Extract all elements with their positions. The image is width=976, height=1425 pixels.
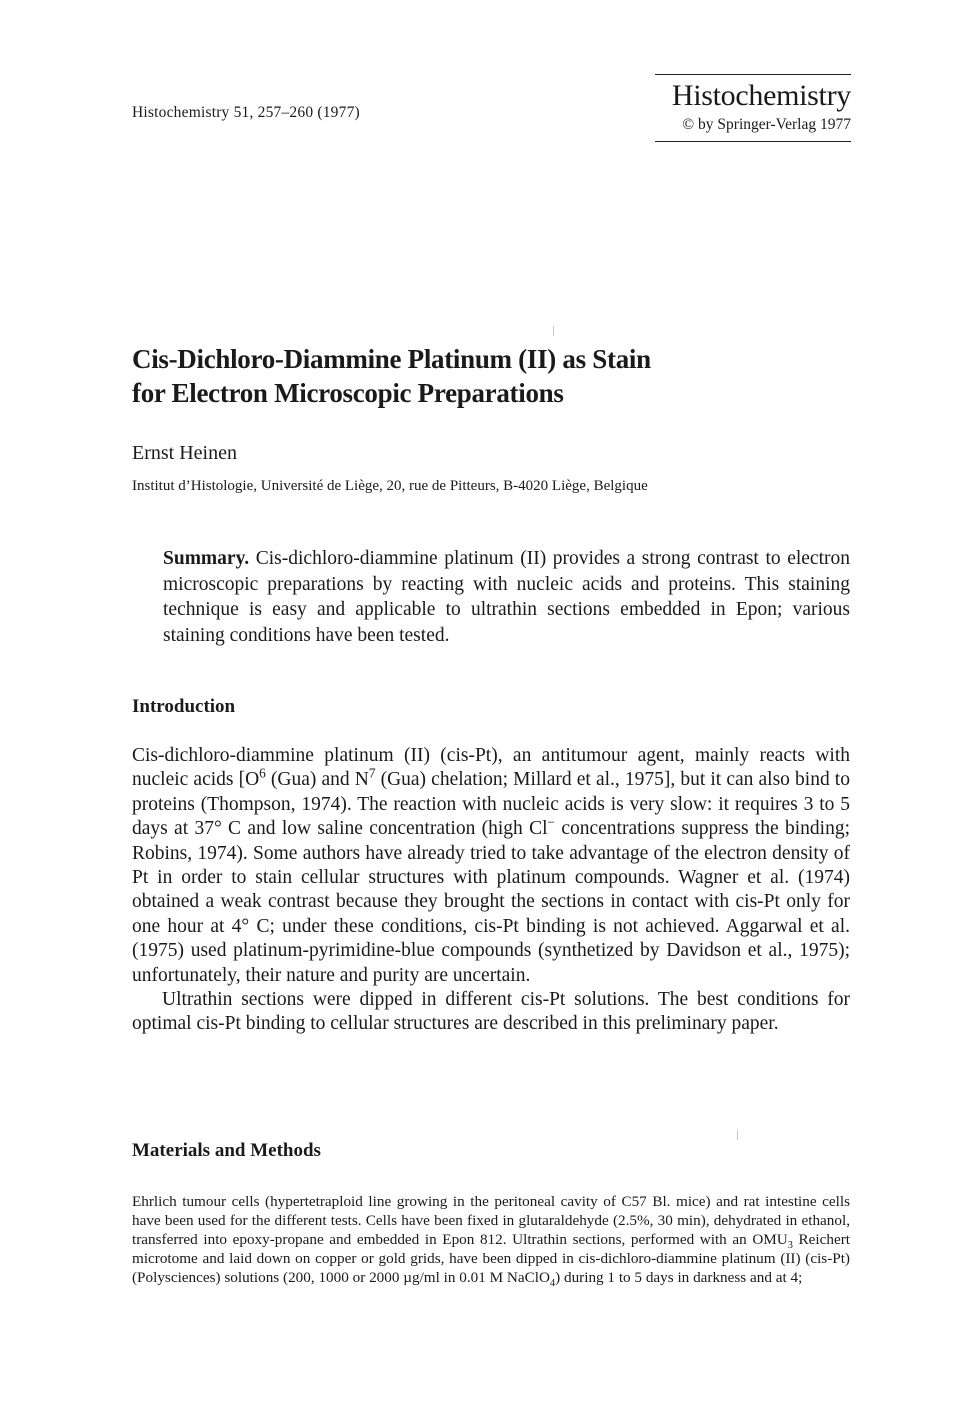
summary-abstract <box>163 546 850 648</box>
scan-mark <box>737 1130 738 1140</box>
introduction-paragraph-1 <box>132 744 850 988</box>
author-affiliation: Institut d’Histologie, Université de Liège, 20, rue de Pitteurs, B-4020 Liège, Belgique <box>132 478 648 494</box>
text-run: concentrations suppress the binding; Robins, 1974). Some authors have already tried to take advantage of the electron density of Pt in order to stain cellular structures with platinum compounds. Wagner et al. (1974) obtained a weak contrast because they brought the sections in contact with cis-Pt only for one hour at 4° C; under these conditions, cis-Pt binding is not achieved. Aggarwal et al. (1975) used platinum-pyrimidine-blue compounds (synthetized by Davidson et al., 1975); unfortunately, their nature and purity are uncertain. <box>132 818 850 986</box>
text-run: Cis-dichloro-diammine platinum (II) (cis-Pt), an antitumour agent, mainly reacts with nucleic acids [O <box>132 745 850 791</box>
copyright-notice: © by Springer-Verlag 1977 <box>682 116 851 133</box>
author-name: Ernst Heinen <box>132 442 237 464</box>
text-run: (Gua) chelation; Millard et al., 1975], but it can also bind to proteins (Thompson, 1974). The reaction with nucleic acids is very slow: it requires 3 to 5 days at 37° C and low saline concentration (high Cl <box>132 769 850 840</box>
introduction-heading: Introduction <box>132 696 236 717</box>
summary-label: Summary. <box>163 548 250 569</box>
text-run: ) during 1 to 5 days in darkness and at 4; <box>555 1269 803 1287</box>
article-title-line-2: for Electron Microscopic Preparations <box>132 378 564 408</box>
article-title-line-1: Cis-Dichloro-Diammine Platinum (II) as Stain <box>132 344 651 374</box>
introduction-paragraph-2: Ultrathin sections were dipped in different cis-Pt solutions. The best conditions for optimal cis-Pt binding to cellular structures are described in this preliminary paper. <box>132 989 850 1035</box>
superscript: 6 <box>259 765 266 781</box>
article-title <box>132 342 832 410</box>
journal-name: Histochemistry <box>671 79 851 112</box>
text-run: Ehrlich tumour cells (hypertetraploid line growing in the peritoneal cavity of C57 Bl. mice) and rat intestine cells have been used for the different tests. Cells have been fixed in glutaraldehyde (2.5%, 30 min), dehydrated in ethanol, transferred into epoxy-propane and embedded in Epon 812. Ultrathin sections, performed with an OMU <box>132 1193 850 1249</box>
text-run: Reichert microtome and laid down on copper or gold grids, have been dipped in cis-dichloro-diammine platinum (II) (cis-Pt) (Polysciences) solutions (200, 1000 or 2000 µg/ml in 0.01 M NaClO <box>132 1231 850 1287</box>
journal-masthead <box>655 74 851 142</box>
superscript: − <box>547 814 556 830</box>
summary-text: Cis-dichloro-diammine platinum (II) provides a strong contrast to electron microscopic preparations by reacting with nucleic acids and proteins. This staining technique is easy and applicable to ultrathin sections embedded in Epon; various staining conditions have been tested. <box>163 548 850 646</box>
journal-citation: Histochemistry 51, 257–260 (1977) <box>132 104 360 121</box>
scan-mark <box>553 326 554 336</box>
text-run: (Gua) and N <box>265 769 369 791</box>
superscript: 7 <box>368 765 376 781</box>
subscript: 3 <box>787 1240 793 1252</box>
methods-heading: Materials and Methods <box>132 1140 321 1161</box>
introduction-body <box>132 744 850 1037</box>
subscript: 4 <box>549 1278 556 1290</box>
methods-body <box>132 1192 850 1290</box>
